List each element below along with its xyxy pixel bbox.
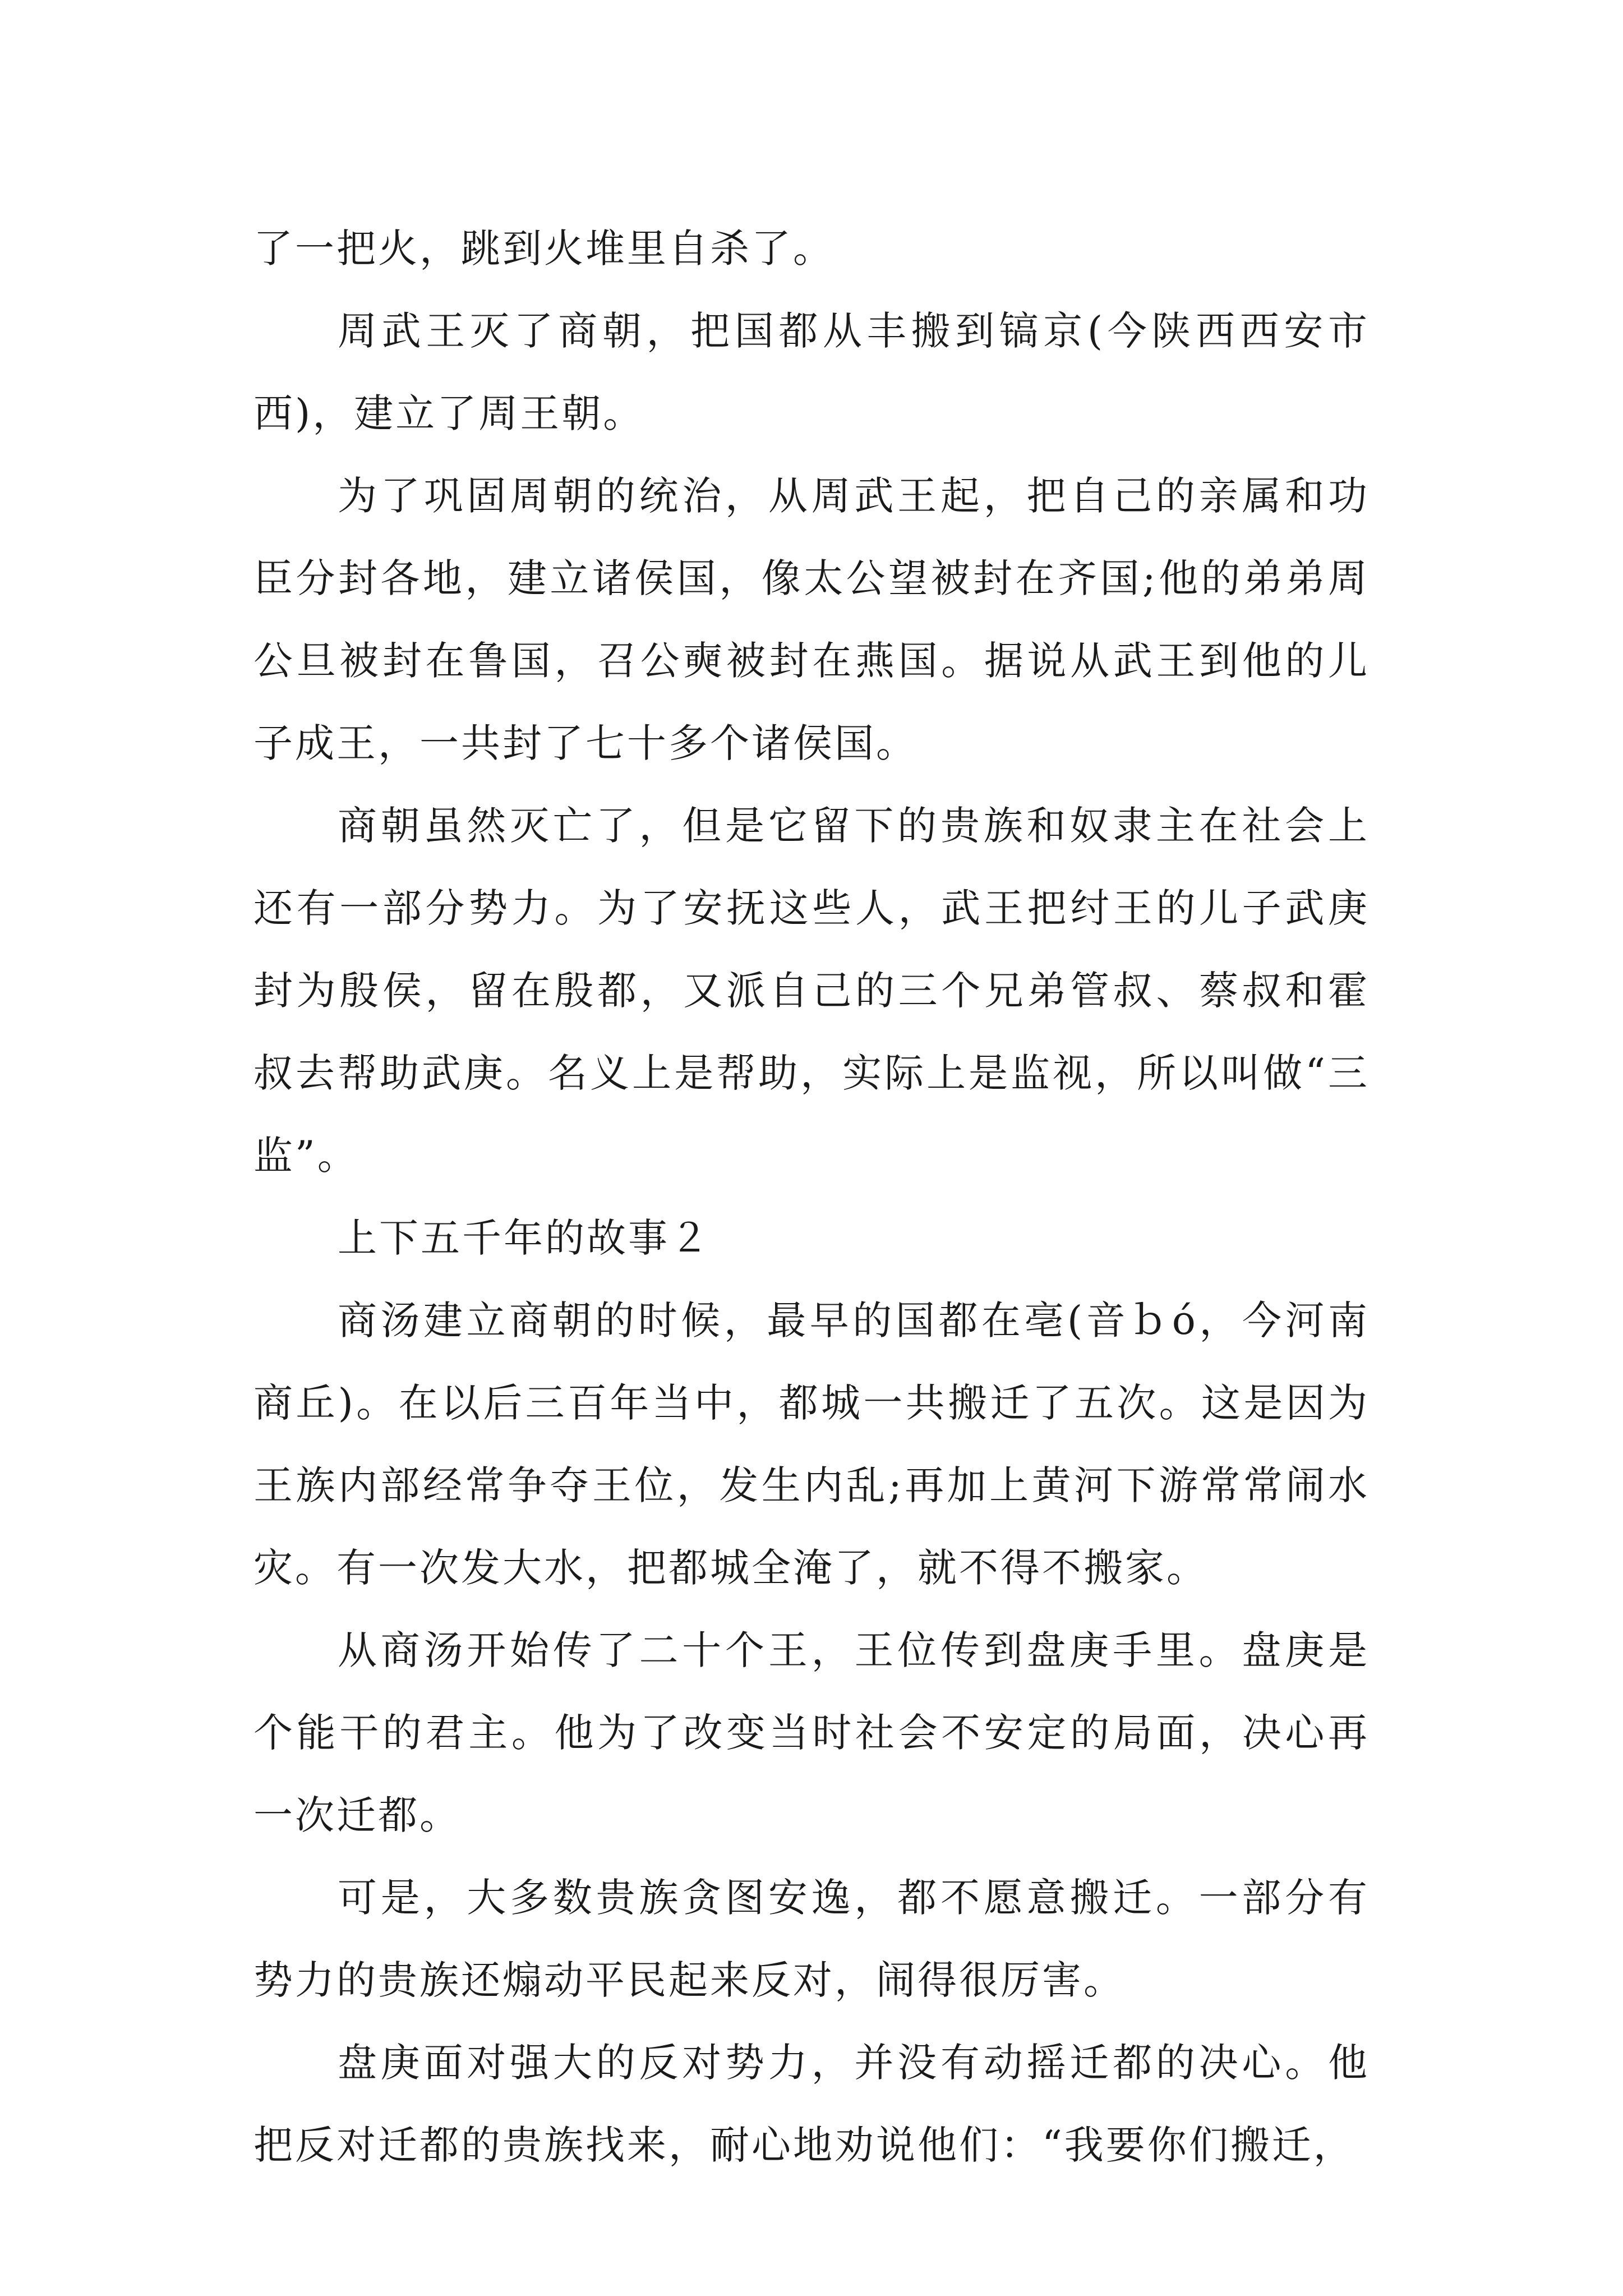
paragraph: 盘庚面对强大的反对势力，并没有动摇迁都的决心。他把反对迁都的贵族找来，耐心地劝说他们：“我要你们搬迁，	[253, 2040, 1370, 2168]
paragraph: 从商汤开始传了二十个王，王位传到盘庚手里。盘庚是个能干的君主。他为了改变当时社会不安定的局面，决心再一次迁都。	[253, 1627, 1370, 1838]
section-heading: 上下五千年的故事２	[338, 1215, 711, 1261]
paragraph: 商朝虽然灭亡了，但是它留下的贵族和奴隶主在社会上还有一部分势力。为了安抚这些人，武王把纣王的儿子武庚封为殷侯，留在殷都，又派自己的三个兄弟管叔、蔡叔和霍叔去帮助武庚。名义上是帮助，实际上是监视，所以叫做“三监”。	[253, 803, 1370, 1179]
paragraph: 了一把火，跳到火堆里自杀了。	[253, 226, 834, 272]
paragraph: 商汤建立商朝的时候，最早的国都在亳(音ｂó，今河南商丘)。在以后三百年当中，都城一共搬迁了五次。这是因为王族内部经常争夺王位，发生内乱;再加上黄河下游常常闹水灾。有一次发大水，把都城全淹了，就不得不搬家。	[253, 1297, 1370, 1591]
document-body	[253, 208, 1370, 2187]
paragraph: 周武王灭了商朝，把国都从丰搬到镐京(今陕西西安市西)，建立了周王朝。	[253, 308, 1370, 436]
paragraph: 可是，大多数贵族贪图安逸，都不愿意搬迁。一部分有势力的贵族还煽动平民起来反对，闹得很厉害。	[253, 1875, 1370, 2003]
paragraph: 为了巩固周朝的统治，从周武王起，把自己的亲属和功臣分封各地，建立诸侯国，像太公望被封在齐国;他的弟弟周公旦被封在鲁国，召公奭被封在燕国。据说从武王到他的儿子成王，一共封了七十多个诸侯国。	[253, 473, 1370, 766]
